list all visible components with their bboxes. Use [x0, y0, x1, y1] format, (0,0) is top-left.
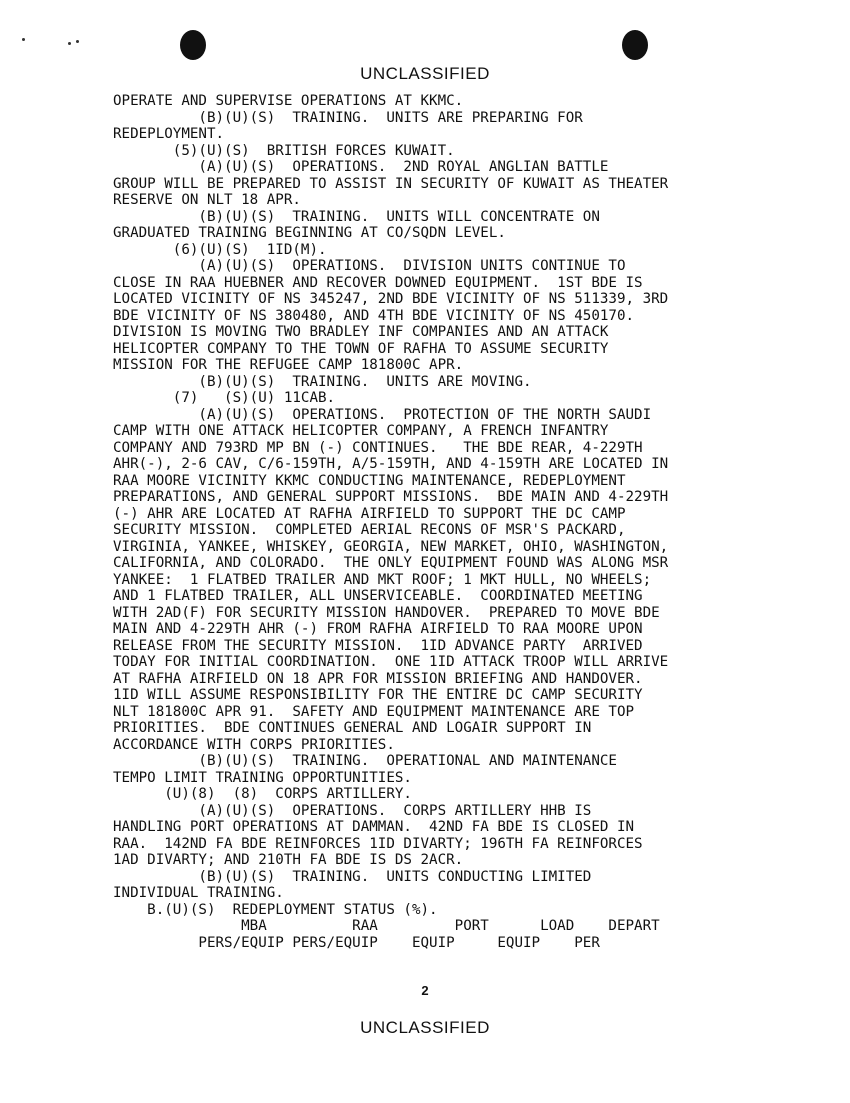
document-line: OPERATE AND SUPERVISE OPERATIONS AT KKMC. — [113, 93, 464, 109]
document-line: INDIVIDUAL TRAINING. — [113, 885, 284, 901]
document-line: CALIFORNIA, AND COLORADO. THE ONLY EQUIPMENT FOUND WAS ALONG MSR — [113, 555, 669, 571]
document-line: VIRGINIA, YANKEE, WHISKEY, GEORGIA, NEW MARKET, OHIO, WASHINGTON, — [113, 538, 669, 555]
document-line: B.(U)(S) REDEPLOYMENT STATUS (%). — [113, 901, 438, 918]
document-line: (6)(U)(S) 1ID(M). — [113, 241, 327, 258]
document-line: (5)(U)(S) BRITISH FORCES KUWAIT. — [113, 142, 455, 159]
document-line: MAIN AND 4-229TH AHR (-) FROM RAFHA AIRFIELD TO RAA MOORE UPON — [113, 621, 643, 637]
document-line: LOCATED VICINITY OF NS 345247, 2ND BDE VICINITY OF NS 511339, 3RD — [113, 291, 669, 307]
document-line: TODAY FOR INITIAL COORDINATION. ONE 1ID ATTACK TROOP WILL ARRIVE — [113, 654, 669, 670]
document-line: (A)(U)(S) OPERATIONS. CORPS ARTILLERY HHB IS — [113, 802, 592, 819]
document-line: COMPANY AND 793RD MP BN (-) CONTINUES. THE BDE REAR, 4-229TH — [113, 439, 643, 456]
punch-hole-left — [180, 30, 206, 60]
document-line: GROUP WILL BE PREPARED TO ASSIST IN SECURITY OF KUWAIT AS THEATER — [113, 175, 669, 192]
document-line: (B)(U)(S) TRAINING. UNITS ARE PREPARING FOR — [113, 109, 583, 126]
document-line: RAA MOORE VICINITY KKMC CONDUCTING MAINTENANCE, REDEPLOYMENT — [113, 472, 626, 489]
header-classification: UNCLASSIFIED — [360, 64, 490, 83]
document-line: RELEASE FROM THE SECURITY MISSION. 1ID ADVANCE PARTY ARRIVED — [113, 637, 643, 654]
document-line: PRIORITIES. BDE CONTINUES GENERAL AND LOGAIR SUPPORT IN — [113, 720, 592, 736]
document-line: PERS/EQUIP PERS/EQUIP EQUIP EQUIP PER — [113, 934, 600, 951]
document-line: HANDLING PORT OPERATIONS AT DAMMAN. 42ND FA BDE IS CLOSED IN — [113, 819, 635, 835]
document-line: (B)(U)(S) TRAINING. UNITS WILL CONCENTRATE ON — [113, 208, 600, 225]
document-line: 1AD DIVARTY; AND 210TH FA BDE IS DS 2ACR. — [113, 852, 464, 868]
document-line: (B)(U)(S) TRAINING. OPERATIONAL AND MAINTENANCE — [113, 753, 617, 769]
document-line: REDEPLOYMENT. — [113, 126, 225, 142]
page-number: 2 — [421, 983, 429, 998]
document-line: DIVISION IS MOVING TWO BRADLEY INF COMPANIES AND AN ATTACK — [113, 324, 609, 340]
document-line: RAA. 142ND FA BDE REINFORCES 1ID DIVARTY; 196TH FA REINFORCES — [113, 835, 643, 852]
scan-speck — [76, 40, 79, 43]
document-line: SECURITY MISSION. COMPLETED AERIAL RECONS OF MSR'S PACKARD, — [113, 522, 626, 538]
document-line: (B)(U)(S) TRAINING. UNITS CONDUCTING LIMITED — [113, 868, 592, 885]
document-line: HELICOPTER COMPANY TO THE TOWN OF RAFHA TO ASSUME SECURITY — [113, 340, 609, 357]
document-line: PREPARATIONS, AND GENERAL SUPPORT MISSIONS. BDE MAIN AND 4-229TH — [113, 489, 669, 505]
document-line: YANKEE: 1 FLATBED TRAILER AND MKT ROOF; 1 MKT HULL, NO WHEELS; — [113, 571, 652, 588]
punch-hole-right — [622, 30, 648, 60]
document-line: AT RAFHA AIRFIELD ON 18 APR FOR MISSION BRIEFING AND HANDOVER. — [113, 670, 643, 687]
document-line: MBA RAA PORT LOAD DEPART — [113, 918, 660, 934]
document-line: MISSION FOR THE REFUGEE CAMP 181800C APR. — [113, 357, 464, 373]
document-line: (U)(8) (8) CORPS ARTILLERY. — [113, 786, 412, 802]
document-line: CLOSE IN RAA HUEBNER AND RECOVER DOWNED EQUIPMENT. 1ST BDE IS — [113, 274, 643, 291]
document-line: AHR(-), 2-6 CAV, C/6-159TH, A/5-159TH, AND 4-159TH ARE LOCATED IN — [113, 456, 669, 472]
document-line: CAMP WITH ONE ATTACK HELICOPTER COMPANY, A FRENCH INFANTRY — [113, 423, 609, 439]
document-line: NLT 181800C APR 91. SAFETY AND EQUIPMENT MAINTENANCE ARE TOP — [113, 703, 635, 720]
document-line: BDE VICINITY OF NS 380480, AND 4TH BDE VICINITY OF NS 450170. — [113, 307, 635, 324]
document-line: GRADUATED TRAINING BEGINNING AT CO/SQDN LEVEL. — [113, 225, 506, 241]
document-body — [113, 93, 783, 951]
document-line: WITH 2AD(F) FOR SECURITY MISSION HANDOVER. PREPARED TO MOVE BDE — [113, 604, 660, 621]
document-line: 1ID WILL ASSUME RESPONSIBILITY FOR THE ENTIRE DC CAMP SECURITY — [113, 687, 643, 703]
document-line: AND 1 FLATBED TRAILER, ALL UNSERVICEABLE. COORDINATED MEETING — [113, 588, 643, 604]
document-line: RESERVE ON NLT 18 APR. — [113, 192, 301, 208]
document-line: (A)(U)(S) OPERATIONS. DIVISION UNITS CONTINUE TO — [113, 258, 626, 274]
footer-classification: UNCLASSIFIED — [360, 1018, 490, 1037]
document-line: ACCORDANCE WITH CORPS PRIORITIES. — [113, 736, 395, 753]
document-line: (B)(U)(S) TRAINING. UNITS ARE MOVING. — [113, 373, 532, 390]
document-line: TEMPO LIMIT TRAINING OPPORTUNITIES. — [113, 769, 412, 786]
scan-speck — [68, 42, 71, 45]
document-line: (7) (S)(U) 11CAB. — [113, 390, 336, 406]
scan-speck — [22, 38, 25, 41]
document-line: (A)(U)(S) OPERATIONS. PROTECTION OF THE NORTH SAUDI — [113, 406, 652, 423]
document-line: (-) AHR ARE LOCATED AT RAFHA AIRFIELD TO SUPPORT THE DC CAMP — [113, 505, 626, 522]
document-line: (A)(U)(S) OPERATIONS. 2ND ROYAL ANGLIAN BATTLE — [113, 159, 609, 175]
